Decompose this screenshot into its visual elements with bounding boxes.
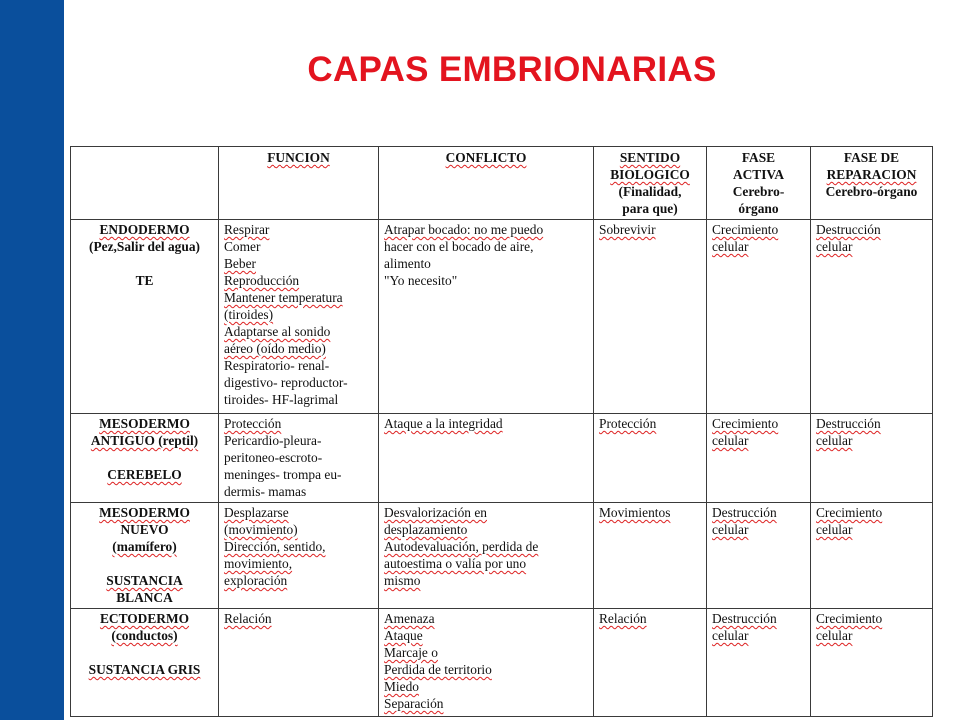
cell-fase-reparacion: Crecimiento celular bbox=[811, 503, 933, 609]
cell-sentido: Protección bbox=[594, 414, 707, 503]
cell-fase-activa: Crecimiento celular bbox=[707, 414, 811, 503]
header-fase-activa: FASE ACTIVA Cerebro- órgano bbox=[707, 147, 811, 220]
cell-funcion: Desplazarse (movimiento) Dirección, sentido, movimiento, exploración bbox=[219, 503, 379, 609]
cell-fase-activa: Destrucción celular bbox=[707, 609, 811, 717]
cell-funcion: Respirar Comer Beber Reproducción Mantener temperatura (tiroides) Adaptarse al sonido aéreo (oído medio) Respiratorio- renal- digestivo- reproductor- tiroides- HF-lagrimal bbox=[219, 220, 379, 414]
header-conflicto: CONFLICTO bbox=[379, 147, 594, 220]
header-fase-reparacion: FASE DE REPARACION Cerebro-órgano bbox=[811, 147, 933, 220]
embryonic-layers-table bbox=[70, 146, 933, 717]
cell-funcion: Relación bbox=[219, 609, 379, 717]
header-funcion: FUNCION bbox=[219, 147, 379, 220]
cell-fase-reparacion: Destrucción celular bbox=[811, 220, 933, 414]
cell-conflicto: Desvalorización en desplazamiento Autodevaluación, perdida de autoestima o valía por uno mismo bbox=[379, 503, 594, 609]
cell-fase-reparacion: Destrucción celular bbox=[811, 414, 933, 503]
table-row-endodermo bbox=[71, 220, 933, 414]
cell-conflicto: Atrapar bocado: no me puedo hacer con el bocado de aire, alimento "Yo necesito" bbox=[379, 220, 594, 414]
table-row-ectodermo bbox=[71, 609, 933, 717]
cell-funcion: Protección Pericardio-pleura- peritoneo-escroto- meninges- trompa eu- dermis- mamas bbox=[219, 414, 379, 503]
cell-fase-reparacion: Crecimiento celular bbox=[811, 609, 933, 717]
cell-fase-activa: Crecimiento celular bbox=[707, 220, 811, 414]
cell-fase-activa: Destrucción celular bbox=[707, 503, 811, 609]
header-sentido: SENTIDO BIOLOGICO (Finalidad, para que) bbox=[594, 147, 707, 220]
cell-capa: MESODERMO NUEVO (mamífero) SUSTANCIA BLANCA bbox=[71, 503, 219, 609]
table-row-mesodermo-nuevo bbox=[71, 503, 933, 609]
cell-sentido: Sobrevivir bbox=[594, 220, 707, 414]
cell-conflicto: Ataque a la integridad bbox=[379, 414, 594, 503]
cell-capa: ECTODERMO (conductos) SUSTANCIA GRIS bbox=[71, 609, 219, 717]
header-empty bbox=[71, 147, 219, 220]
table-row-mesodermo-antiguo bbox=[71, 414, 933, 503]
cell-sentido: Relación bbox=[594, 609, 707, 717]
cell-capa: MESODERMO ANTIGUO (reptil) CEREBELO bbox=[71, 414, 219, 503]
cell-capa: ENDODERMO (Pez,Salir del agua) TE bbox=[71, 220, 219, 414]
slide-title: CAPAS EMBRIONARIAS bbox=[307, 50, 717, 89]
cell-sentido: Movimientos bbox=[594, 503, 707, 609]
header-row bbox=[71, 147, 933, 220]
cell-conflicto: Amenaza Ataque Marcaje o Perdida de territorio Miedo Separación bbox=[379, 609, 594, 717]
side-bar bbox=[0, 0, 64, 720]
